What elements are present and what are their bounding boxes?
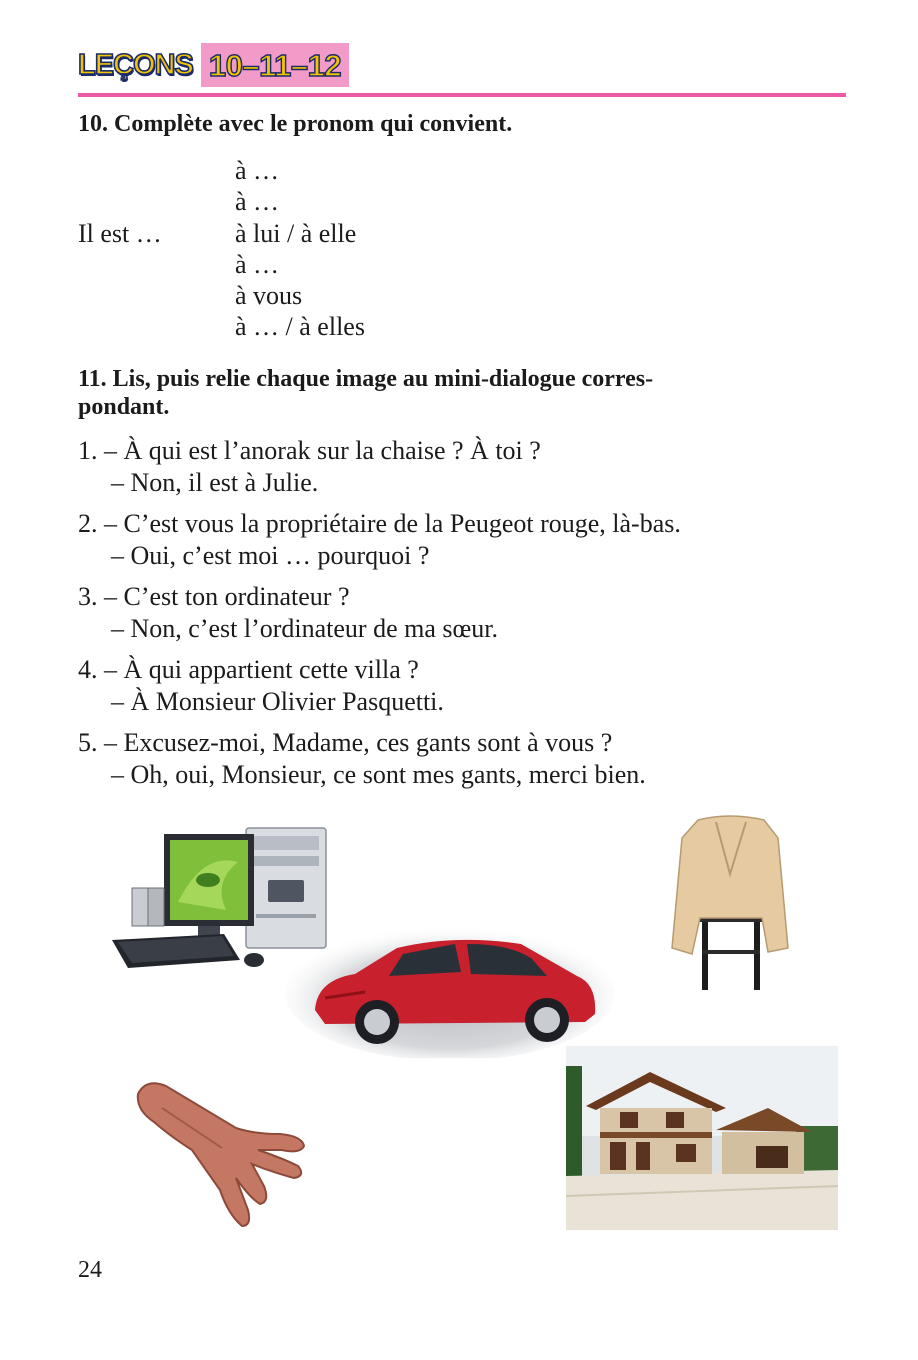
lesson-numbers: 10–11–12 (201, 43, 349, 87)
form-line: à … / à elles (235, 312, 365, 342)
form-line: à vous (235, 281, 303, 311)
exercise-11-title-line2: pondant. (78, 394, 170, 420)
page-number: 24 (78, 1257, 102, 1283)
dialogue-question: 3. – C’est ton ordinateur ? (78, 582, 350, 611)
red-car-image (285, 918, 615, 1058)
dialogue-answer: – Non, c’est l’ordinateur de ma sœur. (111, 613, 499, 643)
dialogue-answer: – À Monsieur Olivier Pasquetti. (111, 686, 444, 716)
lesson-label: LEÇONS (78, 48, 193, 81)
lesson-header (78, 42, 349, 88)
form-line: à … (235, 249, 280, 279)
pronoun-forms (235, 155, 365, 343)
subject-il-est: Il est … (78, 218, 162, 248)
header-rule (78, 93, 846, 97)
glove-image (132, 1078, 310, 1230)
form-line: à … (235, 156, 280, 185)
dialogue-item (78, 435, 681, 498)
villa-image (566, 1046, 838, 1230)
dialogue-question: 1. – À qui est l’anorak sur la chaise ? À toi ? (78, 436, 541, 465)
form-line: à … (235, 187, 280, 217)
dialogue-question: 4. – À qui appartient cette villa ? (78, 655, 419, 684)
dialogue-item (78, 581, 681, 644)
dialogue-item (78, 654, 681, 717)
exercise-11-title (78, 365, 848, 421)
dialogue-answer: – Oui, c’est moi … pourquoi ? (111, 540, 430, 570)
dialogue-answer: – Oh, oui, Monsieur, ce sont mes gants, merci bien. (111, 759, 646, 789)
jacket-on-chair-image (668, 814, 792, 994)
exercise-11-title-line1: 11. Lis, puis relie chaque image au mini-dialogue corres- (78, 366, 654, 392)
dialogue-answer: – Non, il est à Julie. (111, 467, 319, 497)
dialogue-question: 5. – Excusez-moi, Madame, ces gants sont à vous ? (78, 728, 613, 757)
exercise-10-title: 10. Complète avec le pronom qui convient. (78, 111, 513, 137)
dialogue-item (78, 727, 681, 790)
form-line: à lui / à elle (235, 218, 357, 248)
dialogue-list (78, 435, 681, 800)
dialogue-question: 2. – C’est vous la propriétaire de la Peugeot rouge, là-bas. (78, 509, 681, 538)
dialogue-item (78, 508, 681, 571)
